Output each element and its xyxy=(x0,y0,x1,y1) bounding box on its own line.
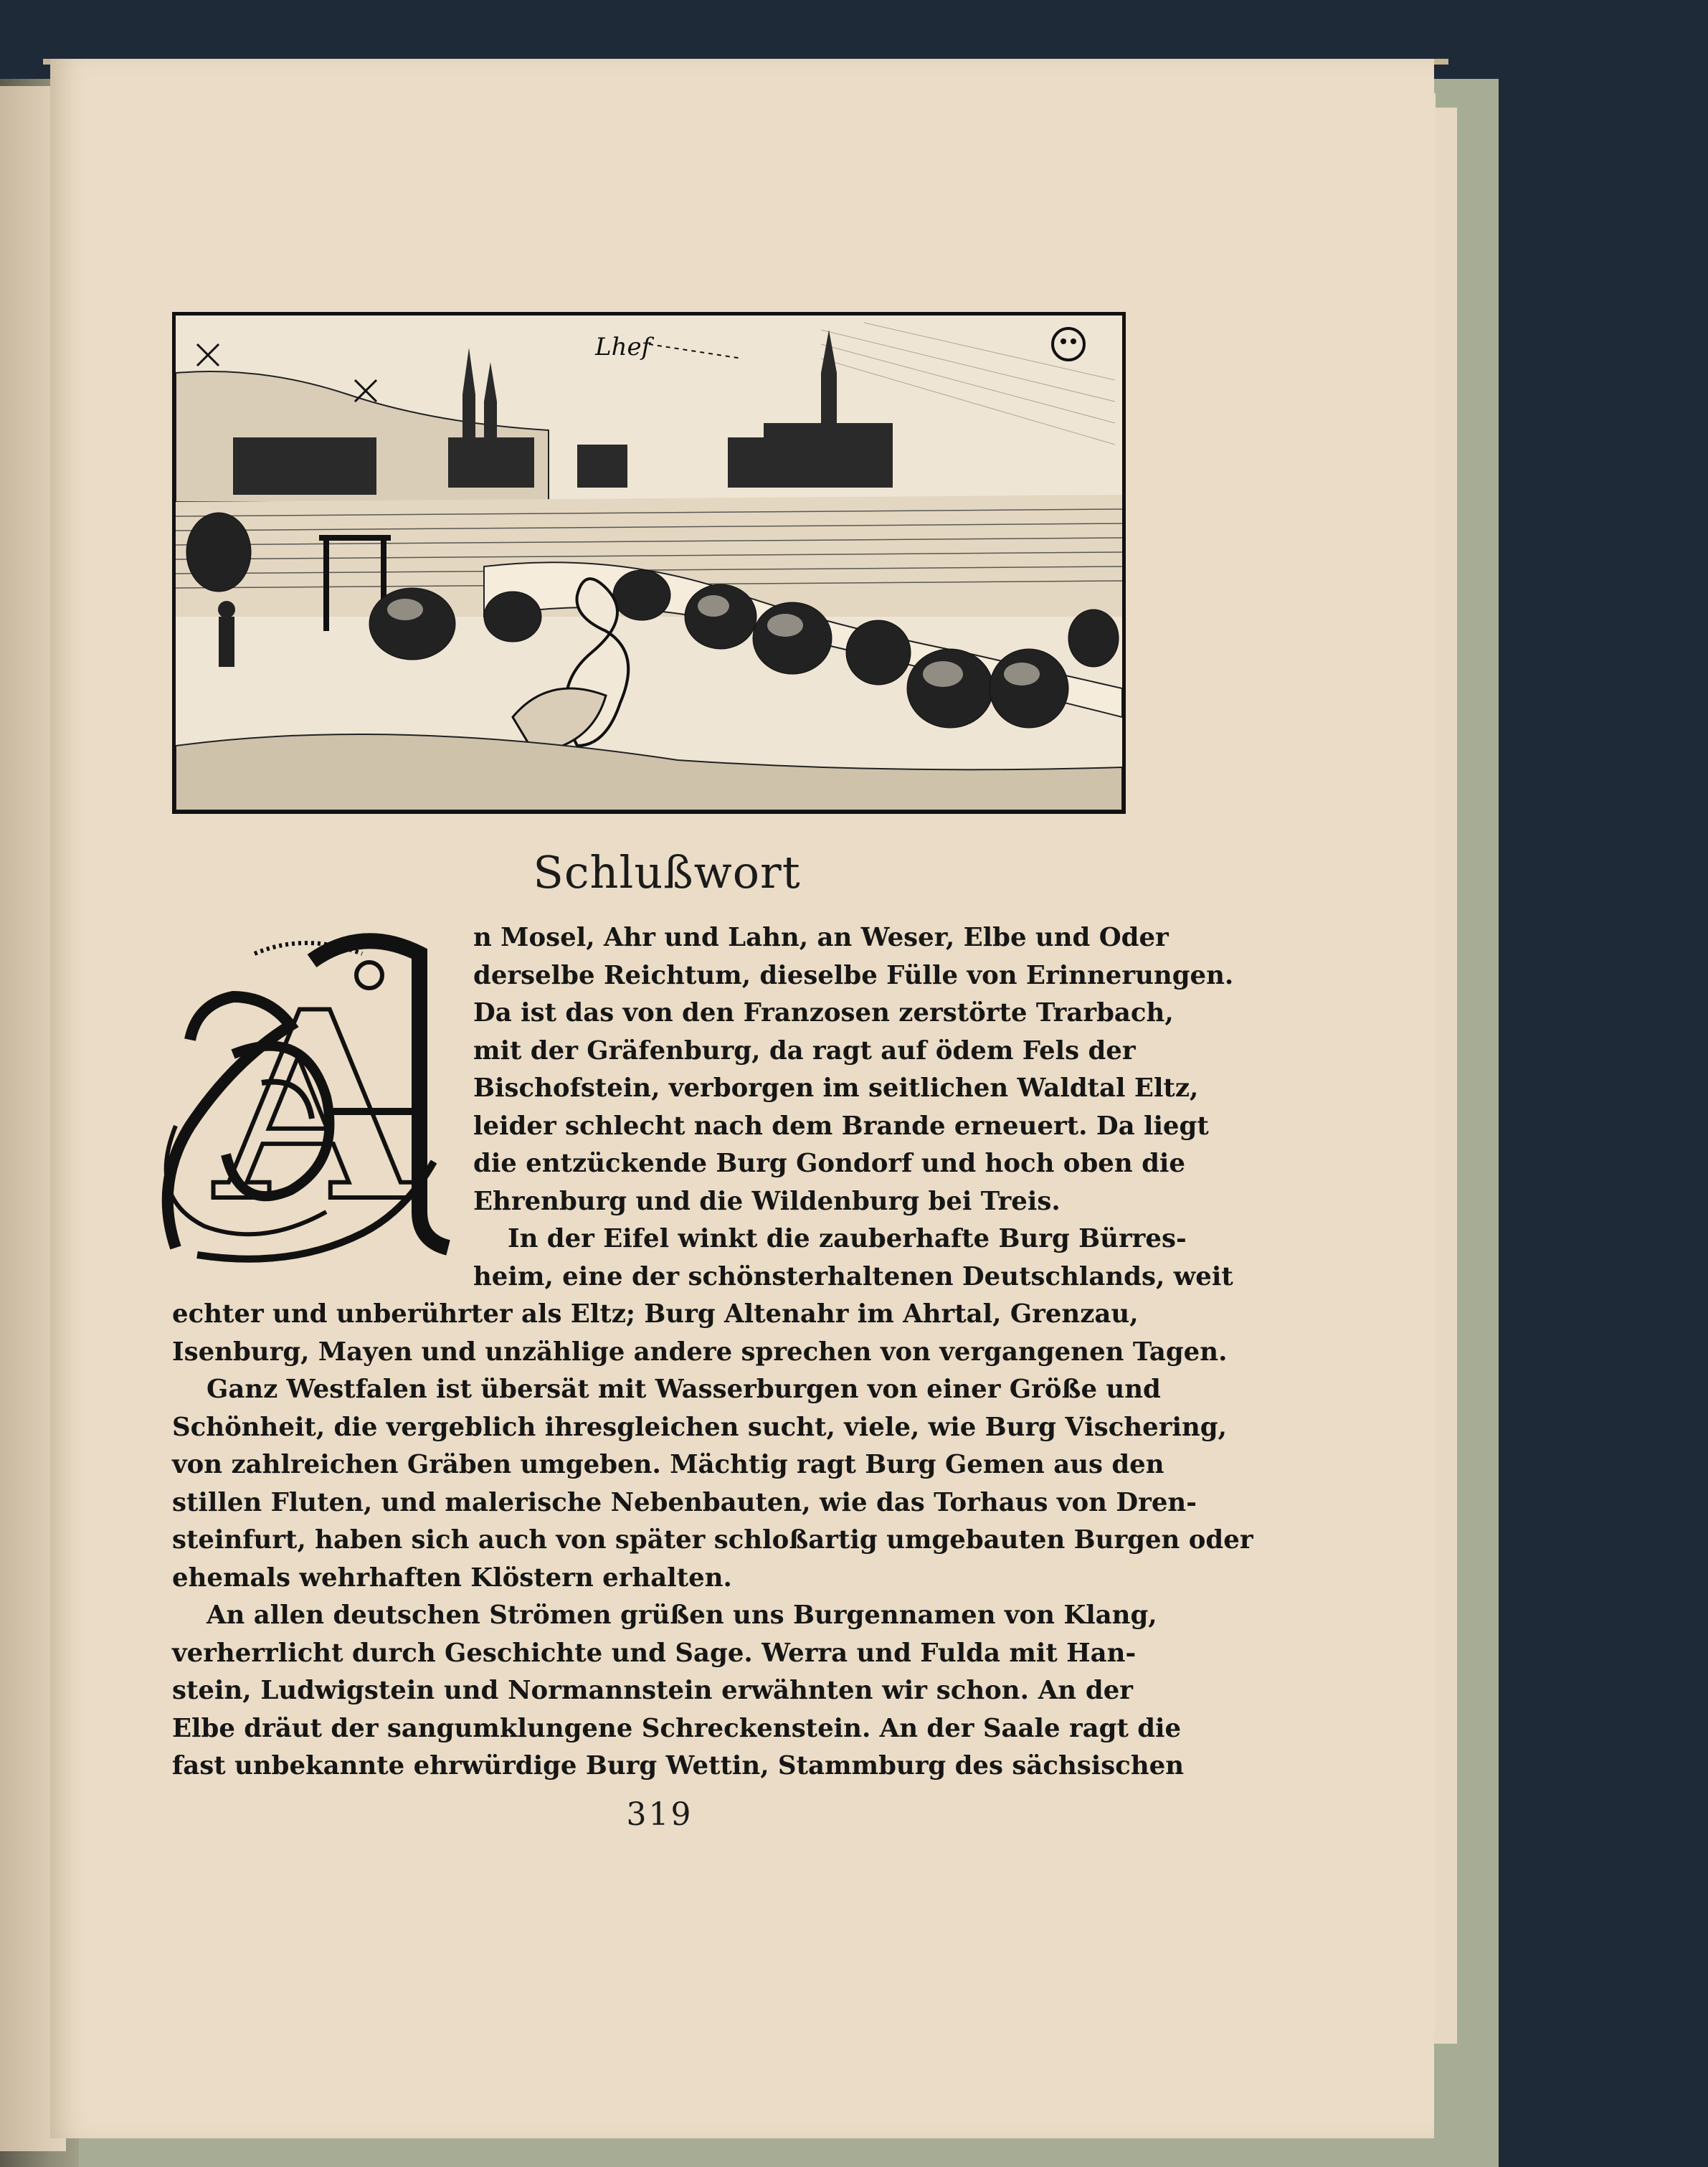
landscape-engraving xyxy=(176,316,1122,810)
text-line: mit der Gräfenburg, da ragt auf ödem Fels der xyxy=(473,1035,1136,1066)
body-text xyxy=(172,1296,1253,1786)
text-line: Da ist das von den Franzosen zerstörte Trarbach, xyxy=(473,998,1174,1028)
paragraph-1 xyxy=(473,919,1234,1296)
text-line: n Mosel, Ahr und Lahn, an Weser, Elbe und Oder xyxy=(473,923,1169,952)
text-line: ehemals wehrhaften Klöstern erhalten. xyxy=(172,1563,732,1593)
text-line: verherrlicht durch Geschichte und Sage. Werra und Fulda mit Han- xyxy=(172,1638,1137,1668)
text-line: Elbe dräut der sangumklungene Schreckenstein. An der Saale ragt die xyxy=(172,1713,1182,1743)
chapter-title: Schlußwort xyxy=(533,846,801,898)
page-number: 319 xyxy=(626,1796,693,1833)
text-line: stillen Fluten, und malerische Nebenbauten, wie das Torhaus von Dren- xyxy=(172,1487,1197,1517)
illustration-caption: Lhef xyxy=(595,333,651,361)
text-line: In der Eifel winkt die zauberhafte Burg Bürres- xyxy=(508,1224,1187,1253)
text-line: stein, Ludwigstein und Normannstein erwähnten wir schon. An der xyxy=(172,1676,1133,1705)
text-line: Bischofstein, verborgen im seitlichen Waldtal Eltz, xyxy=(473,1073,1199,1103)
initial-letter: A xyxy=(215,955,416,1258)
text-line: Ehrenburg und die Wildenburg bei Treis. xyxy=(473,1186,1061,1216)
initial-letter-ornament xyxy=(147,911,484,1284)
text-line: Isenburg, Mayen und unzählige andere sprechen von vergangenen Tagen. xyxy=(172,1337,1228,1367)
text-line: heim, eine der schönsterhaltenen Deutschlands, weit xyxy=(473,1261,1233,1291)
decorative-initial xyxy=(147,911,484,1284)
woodcut-illustration xyxy=(172,312,1126,814)
text-line: Ganz Westfalen ist übersät mit Wasserburgen von einer Größe und xyxy=(207,1375,1161,1404)
text-line: echter und unberührter als Eltz; Burg Altenahr im Ahrtal, Grenzau, xyxy=(172,1299,1139,1329)
text-line: von zahlreichen Gräben umgeben. Mächtig ragt Burg Gemen aus den xyxy=(172,1450,1164,1479)
text-line: leider schlecht nach dem Brande erneuert. Da liegt xyxy=(473,1111,1209,1141)
text-line: An allen deutschen Strömen grüßen uns Burgennamen von Klang, xyxy=(207,1601,1157,1630)
text-line: derselbe Reichtum, dieselbe Fülle von Erinnerungen. xyxy=(473,960,1234,990)
text-line: Schönheit, die vergeblich ihresgleichen sucht, viele, wie Burg Vischering, xyxy=(172,1412,1227,1442)
text-line: steinfurt, haben sich auch von später schloßartig umgebauten Burgen oder xyxy=(172,1525,1253,1555)
text-line: fast unbekannte ehrwürdige Burg Wettin, Stammburg des sächsischen xyxy=(172,1751,1185,1780)
text-line: die entzückende Burg Gondorf und hoch oben die xyxy=(473,1149,1185,1178)
